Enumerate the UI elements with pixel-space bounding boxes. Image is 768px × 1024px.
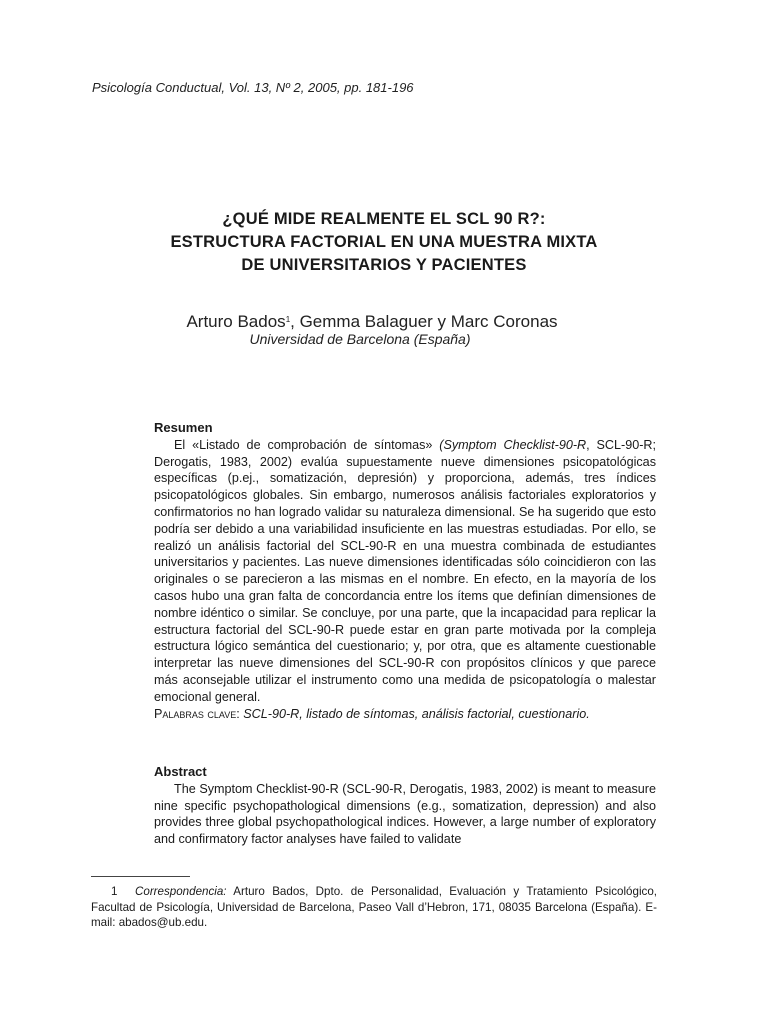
- keywords-label: Palabras clave: [154, 706, 237, 721]
- affiliation: Universidad de Barcelona (España): [249, 331, 471, 347]
- title-line-2: ESTRUCTURA FACTORIAL EN UNA MUESTRA MIXTA: [170, 233, 598, 251]
- keywords-line: Palabras clave: SCL-90-R, listado de síntomas, análisis factorial, cuestionario.: [154, 706, 590, 721]
- resumen-text-after: , SCL-90-R; Derogatis, 1983, 2002) evalúa supuestamente nueve dimensiones psicopatológicas específicas (p.ej., somatización, depresión) y proporciona, además, tres índices psicopatológicos globales. Sin embargo, numerosos análisis factoriales exploratorios y confirmatorios no han logrado validar su naturaleza dimensional. Se ha sugerido que esto podría ser debido a una variabilidad insuficiente en las muestras estudiadas. Por ello, se realizó un análisis factorial del SCL-90-R en una muestra combinada de estudiantes universitarios y pacientes. Las nueve dimensiones identificadas sólo coincidieron con las originales o se parecieron a las mismas en el nombre. En efecto, en la mayoría de los casos hubo una gran falta de concordancia entre los ítems que definían dimensiones de nombre idéntico o similar. Se concluye, por una parte, que la incapacidad para replicar la estructura factorial del SCL-90-R puede estar en gran parte motivada por la compleja estructura lógico semántica del cuestionario; y, por otra, que es altamente cuestionable interpretar las nueve dimensiones del SCL-90-R con propósitos clínicos y que parece más aconsejable utilizar el instrumento como una medida de psicopatología o malestar emocional general.: [154, 437, 656, 704]
- journal-citation: Psicología Conductual, Vol. 13, Nº 2, 2005, pp. 181-196: [92, 80, 414, 95]
- footnote-text: Arturo Bados, Dpto. de Personalidad, Evaluación y Tratamiento Psicológico, Facultad de Psicología, Universidad de Barcelona, Paseo Vall d’Hebron, 171, 08035 Barcelona (España). E-mail: abados@ub.edu.: [91, 885, 657, 930]
- abstract-section: [154, 764, 656, 848]
- abstract-body: The Symptom Checklist-90-R (SCL-90-R, Derogatis, 1983, 2002) is meant to measure nine specific psychopathological dimensions (e.g., somatization, depression) and also provides three global psychopathological indices. However, a large number of exploratory and confirmatory factor analyses have failed to validate: [154, 781, 656, 847]
- keywords-text: SCL-90-R, listado de síntomas, análisis factorial, cuestionario.: [243, 706, 590, 721]
- resumen-text-italic: (Symptom Checklist-90-R: [439, 437, 587, 452]
- resumen-text-before: El «Listado de comprobación de síntomas»: [174, 437, 440, 452]
- resumen-body: [154, 437, 656, 706]
- footnote-mark: 1: [285, 315, 291, 324]
- abstract-heading: Abstract: [154, 764, 207, 779]
- title-line-1: ¿QUÉ MIDE REALMENTE EL SCL 90 R?:: [222, 210, 546, 228]
- author-rest: , Gemma Balaguer y Marc Coronas: [290, 312, 558, 331]
- footnote: [91, 884, 657, 931]
- footnote-divider: [91, 876, 190, 877]
- author-list: [0, 312, 744, 332]
- resumen-heading: Resumen: [154, 420, 213, 435]
- paper-title: [0, 208, 768, 277]
- footnote-label: Correspondencia:: [135, 885, 227, 898]
- footnote-number: 1: [111, 885, 118, 898]
- author-first: Arturo Bados: [186, 312, 286, 331]
- title-line-3: DE UNIVERSITARIOS Y PACIENTES: [241, 256, 527, 274]
- resumen-section: [154, 420, 656, 722]
